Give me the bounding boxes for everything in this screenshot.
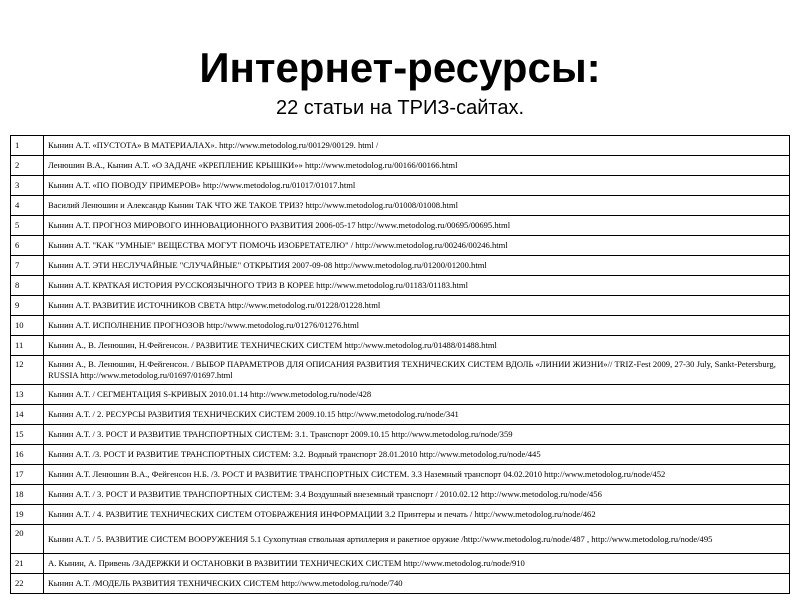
table-row [11,465,790,485]
table-row [11,405,790,425]
row-number: 10 [11,316,44,336]
table-row [11,336,790,356]
table-row [11,176,790,196]
table-row [11,236,790,256]
article-reference: Кынин А., В. Ленюшин, Н.Фейгенсон. / РАЗВИТИЕ ТЕХНИЧЕСКИХ СИСТЕМ http://www.metodolog.ru/01488/01488.html [44,336,790,356]
article-reference: Кынин А.Т. ПРОГНОЗ МИРОВОГО ИННОВАЦИОННОГО РАЗВИТИЯ 2006-05-17 http://www.metodolog.ru/00695/00695.html [44,216,790,236]
table-row [11,505,790,525]
table-row [11,136,790,156]
article-reference: Кынин А.Т. / 5. РАЗВИТИЕ СИСТЕМ ВООРУЖЕНИЯ 5.1 Сухопутная ствольная артиллерия и ракетное оружие /http://www.metodolog.ru/node/487 , http://www.metodolog.ru/node/495 [44,525,790,554]
row-number: 14 [11,405,44,425]
table-row [11,156,790,176]
table-row [11,445,790,465]
article-reference: Кынин А.Т. «ПО ПОВОДУ ПРИМЕРОВ» http://www.metodolog.ru/01017/01017.html [44,176,790,196]
article-reference: Кынин А.Т. КРАТКАЯ ИСТОРИЯ РУССКОЯЗЫЧНОГО ТРИЗ В КОРЕЕ http://www.metodolog.ru/01183/01183.html [44,276,790,296]
row-number: 12 [11,356,44,385]
table-row [11,574,790,594]
table-row [11,296,790,316]
article-reference: Кынин А.Т. /МОДЕЛЬ РАЗВИТИЯ ТЕХНИЧЕСКИХ СИСТЕМ http://www.metodolog.ru/node/740 [44,574,790,594]
article-reference: Ленюшин В.А., Кынин А.Т. «О ЗАДАЧЕ «КРЕПЛЕНИЕ КРЫШКИ»» http://www.metodolog.ru/00166/00166.html [44,156,790,176]
table-row [11,525,790,554]
row-number: 3 [11,176,44,196]
table-row [11,316,790,336]
page-title: Интернет-ресурсы: [199,44,601,91]
row-number: 6 [11,236,44,256]
row-number: 22 [11,574,44,594]
row-number: 17 [11,465,44,485]
article-reference: Кынин А.Т. / СЕГМЕНТАЦИЯ S-КРИВЫХ 2010.01.14 http://www.metodolog.ru/node/428 [44,385,790,405]
row-number: 21 [11,554,44,574]
row-number: 18 [11,485,44,505]
article-reference: Кынин А.Т. ИСПОЛНЕНИЕ ПРОГНОЗОВ http://www.metodolog.ru/01276/01276.html [44,316,790,336]
table-row [11,356,790,385]
article-reference: Кынин А.Т. / 2. РЕСУРСЫ РАЗВИТИЯ ТЕХНИЧЕСКИХ СИСТЕМ 2009.10.15 http://www.metodolog.ru/node/341 [44,405,790,425]
article-reference: Кынин А.Т. / 3. РОСТ И РАЗВИТИЕ ТРАНСПОРТНЫХ СИСТЕМ: 3.1. Транспорт 2009.10.15 http://www.metodolog.ru/node/359 [44,425,790,445]
table-row [11,256,790,276]
row-number: 2 [11,156,44,176]
row-number: 8 [11,276,44,296]
article-reference: Кынин А.Т. РАЗВИТИЕ ИСТОЧНИКОВ СВЕТА http://www.metodolog.ru/01228/01228.html [44,296,790,316]
row-number: 15 [11,425,44,445]
row-number: 19 [11,505,44,525]
article-reference: А. Кынин, А. Привень /ЗАДЕРЖКИ И ОСТАНОВКИ В РАЗВИТИИ ТЕХНИЧЕСКИХ СИСТЕМ http://www.metodolog.ru/node/910 [44,554,790,574]
row-number: 20 [11,525,44,554]
row-number: 5 [11,216,44,236]
row-number: 16 [11,445,44,465]
row-number: 1 [11,136,44,156]
table-row [11,554,790,574]
table-row [11,276,790,296]
table-row [11,216,790,236]
table-row [11,485,790,505]
row-number: 9 [11,296,44,316]
row-number: 11 [11,336,44,356]
article-reference: Кынин А.Т. ЭТИ НЕСЛУЧАЙНЫЕ "СЛУЧАЙНЫЕ" ОТКРЫТИЯ 2007-09-08 http://www.metodolog.ru/01200/01200.html [44,256,790,276]
article-reference: Кынин А.Т. "КАК "УМНЫЕ" ВЕЩЕСТВА МОГУТ ПОМОЧЬ ИЗОБРЕТАТЕЛЮ" / http://www.metodolog.ru/00246/00246.html [44,236,790,256]
row-number: 13 [11,385,44,405]
article-reference: Кынин А.Т. / 3. РОСТ И РАЗВИТИЕ ТРАНСПОРТНЫХ СИСТЕМ: 3.4 Воздушный внеземный транспорт / 2010.02.12 http://www.metodolog.ru/node/456 [44,485,790,505]
table-row [11,385,790,405]
article-reference: Василий Ленюшин и Александр Кынин ТАК ЧТО ЖЕ ТАКОЕ ТРИЗ? http://www.metodolog.ru/01008/01008.html [44,196,790,216]
articles-table [10,135,790,594]
table-row [11,196,790,216]
row-number: 4 [11,196,44,216]
article-reference: Кынин А., В. Ленюшин, Н.Фейгенсон. / ВЫБОР ПАРАМЕТРОВ ДЛЯ ОПИСАНИЯ РАЗВИТИЯ ТЕХНИЧЕСКИХ СИСТЕМ ВДОЛЬ «ЛИНИИ ЖИЗНИ»// TRIZ-Fest 2009, 27-30 July, Sankt-Petersburg, RUSSIA http://www.metodolog.ru/01697/01697.html [44,356,790,385]
row-number: 7 [11,256,44,276]
article-reference: Кынин А.Т. /3. РОСТ И РАЗВИТИЕ ТРАНСПОРТНЫХ СИСТЕМ: 3.2. Водный транспорт 28.01.2010 http://www.metodolog.ru/node/445 [44,445,790,465]
article-reference: Кынин А.Т. Ленюшин В.А., Фейгенсон Н.Б. /3. РОСТ И РАЗВИТИЕ ТРАНСПОРТНЫХ СИСТЕМ. 3.3 Наземный транспорт 04.02.2010 http://www.metodolog.ru/node/452 [44,465,790,485]
page-subtitle: 22 статьи на ТРИЗ-сайтах. [275,97,525,119]
article-reference: Кынин А.Т. «ПУСТОТА» В МАТЕРИАЛАХ». http://www.metodolog.ru/00129/00129. html / [44,136,790,156]
article-reference: Кынин А.Т. / 4. РАЗВИТИЕ ТЕХНИЧЕСКИХ СИСТЕМ ОТОБРАЖЕНИЯ ИНФОРМАЦИИ 3.2 Принтеры и печать / http://www.metodolog.ru/node/462 [44,505,790,525]
table-row [11,425,790,445]
